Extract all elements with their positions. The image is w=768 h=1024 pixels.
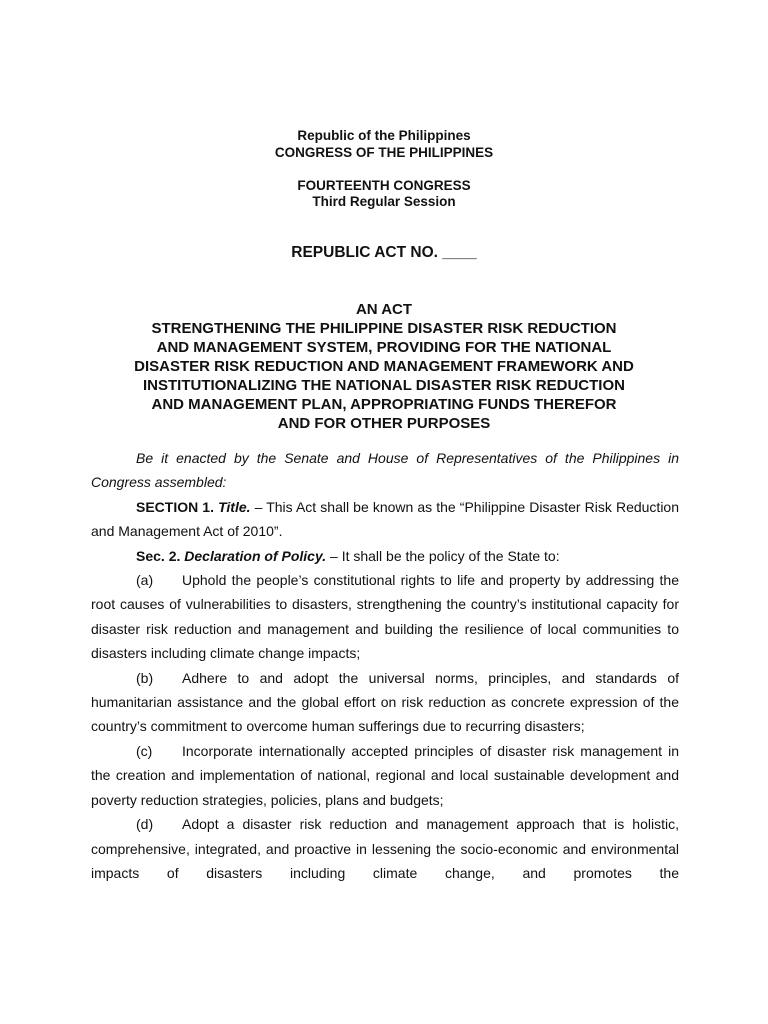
congress-number: FOURTEENTH CONGRESS <box>297 178 471 193</box>
item-label: (d) <box>136 816 154 833</box>
act-title-line: INSTITUTIONALIZING THE NATIONAL DISASTER RISK REDUCTION <box>143 377 625 394</box>
act-title-line: DISASTER RISK REDUCTION AND MANAGEMENT FRAMEWORK AND <box>134 358 634 375</box>
act-heading: AN ACT <box>355 301 413 318</box>
republic-line: Republic of the Philippines <box>297 128 471 143</box>
section-title: Declaration of Policy. <box>184 547 327 564</box>
act-title-line: AND FOR OTHER PURPOSES <box>277 415 491 432</box>
act-title-line: STRENGTHENING THE PHILIPPINE DISASTER RISK REDUCTION <box>151 320 617 337</box>
item-label: (c) <box>136 742 153 759</box>
policy-item-b <box>91 666 679 739</box>
act-body <box>91 446 679 885</box>
policy-item-d <box>91 812 679 885</box>
session-line: Third Regular Session <box>312 194 456 209</box>
act-title-line: AND MANAGEMENT PLAN, APPROPRIATING FUNDS THEREFOR <box>151 396 617 413</box>
section-text: – This Act shall be known as the “Philippine Disaster Risk Reduction and Management Act of 2010”. <box>91 498 680 540</box>
policy-item-a <box>91 568 679 666</box>
section-2 <box>91 544 679 568</box>
item-text: Uphold the people’s constitutional rights to life and property by addressing the root causes of vulnerabilities to disasters, strengthening the country’s institutional capacity for disaster risk reduction and management and building the resilience of local communities to disasters including climate change impacts; <box>91 572 679 662</box>
section-text: – It shall be the policy of the State to: <box>326 547 560 564</box>
item-label: (a) <box>136 572 154 589</box>
section-title: Title. <box>218 498 251 515</box>
item-text: Adopt a disaster risk reduction and management approach that is holistic, comprehensive, integrated, and proactive in lessening the socio-economic and environmental impacts of disasters including climate change, and promotes the <box>91 816 679 881</box>
enacting-clause: Be it enacted by the Senate and House of Representatives of the Philippines in Congress assembled: <box>91 450 679 491</box>
congress-line: CONGRESS OF THE PHILIPPINES <box>274 145 494 160</box>
republic-act-number: REPUBLIC ACT NO. ____ <box>291 244 477 261</box>
policy-item-c <box>91 739 679 812</box>
item-text: Incorporate internationally accepted principles of disaster risk management in the creation and implementation of national, regional and local sustainable development and poverty reduction strategies, policies, plans and budgets; <box>91 742 679 808</box>
section-label: Sec. 2. <box>136 547 181 564</box>
section-label: SECTION 1. <box>136 498 214 515</box>
item-text: Adhere to and adopt the universal norms, principles, and standards of humanitarian assistance and the global effort on risk reduction as concrete expression of the country’s commitment to overcome human sufferings due to recurring disasters; <box>91 669 679 735</box>
item-label: (b) <box>136 669 154 686</box>
act-title-line: AND MANAGEMENT SYSTEM, PROVIDING FOR THE NATIONAL <box>156 339 612 356</box>
section-1 <box>91 495 679 544</box>
